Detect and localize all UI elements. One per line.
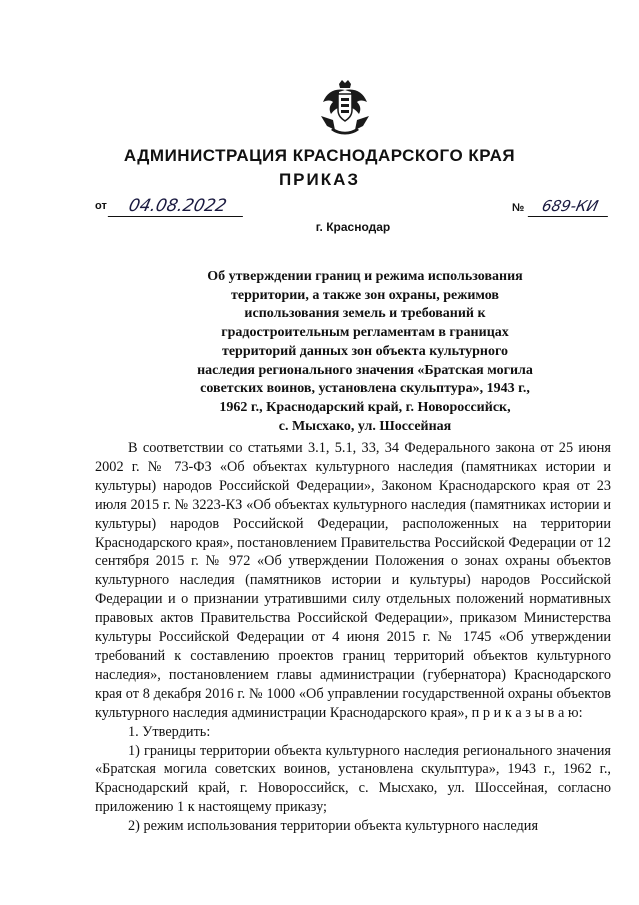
coat-of-arms-icon	[319, 80, 371, 136]
subject-line: советских воинов, установлена скульптура», 1943 г.,	[200, 381, 530, 397]
document-subject	[140, 268, 590, 436]
number-prefix: №	[512, 202, 525, 214]
clause-heading: 1. Утвердить:	[128, 723, 211, 740]
city-line: г. Краснодар	[315, 220, 391, 234]
document-type: ПРИКАЗ	[278, 170, 361, 189]
subject-line: территорий данных зон объекта культурного	[221, 343, 509, 359]
subject-line: с. Мысхако, ул. Шоссейная	[278, 418, 452, 434]
preamble-paragraph: В соответствии со статьями 3.1, 5.1, 33, 34 Федерального закона от 25 июня 2002 г. № 73-ФЗ «Об объектах культурного наследия (памятниках истории и культуры) народов Российской Федерации», Законом Краснодарского края от 23 июля 2015 г. № 3223-КЗ «Об объектах культурного наследия (памятниках истории и культуры) народов Российской Федерации, расположенных на территории Краснодарского края», постановлением Правительства Российской Федерации от 12 сентября 2015 г. № 972 «Об утверждении Положения о зонах охраны объектов культурного наследия (памятников истории и культуры) народов Российской Федерации и о признании утратившими силу отдельных положений нормативных правовых актов Правительства Российской Федерации», приказом Министерства культуры Российской Федерации от 4 июня 2015 г. № 1745 «Об утверждении требований к составлению проектов границ территорий объектов культурного наследия», постановлением главы администрации (губернатора) Краснодарского края от 8 декабря 2016 г. № 1000 «Об управлении государственной охраны объектов культурного наследия администрации Краснодарского края», п р и к а з ы в а ю:	[95, 440, 611, 721]
clause-item: 1) границы территории объекта культурного наследия регионального значения «Братская могила советских воинов, установлена скульптура», 1943 г., 1962 г., Краснодарский край, г. Новороссийск, с. Мысхако, ул. Шоссейная, согласно приложению 1 к настоящему приказу;	[95, 742, 611, 816]
clause-item: 2) режим использования территории объекта культурного наследия	[128, 818, 539, 835]
number-handwritten: 689-КИ	[528, 196, 612, 217]
organization-title: АДМИНИСТРАЦИЯ КРАСНОДАРСКОГО КРАЯ	[123, 146, 516, 165]
date-handwritten: 04.08.2022	[108, 196, 247, 217]
subject-line: 1962 г., Краснодарский край, г. Новороссийск,	[219, 399, 511, 415]
subject-line: наследия регионального значения «Братская могила	[197, 362, 533, 378]
subject-line: территории, а также зон охраны, режимов	[231, 287, 499, 303]
subject-line: градостроительным регламентам в границах	[221, 325, 509, 341]
document-body	[95, 439, 611, 836]
subject-line: использования земель и требований к	[244, 306, 486, 322]
subject-line: Об утверждении границ и режима использования	[207, 269, 523, 284]
date-prefix: от	[95, 200, 107, 212]
